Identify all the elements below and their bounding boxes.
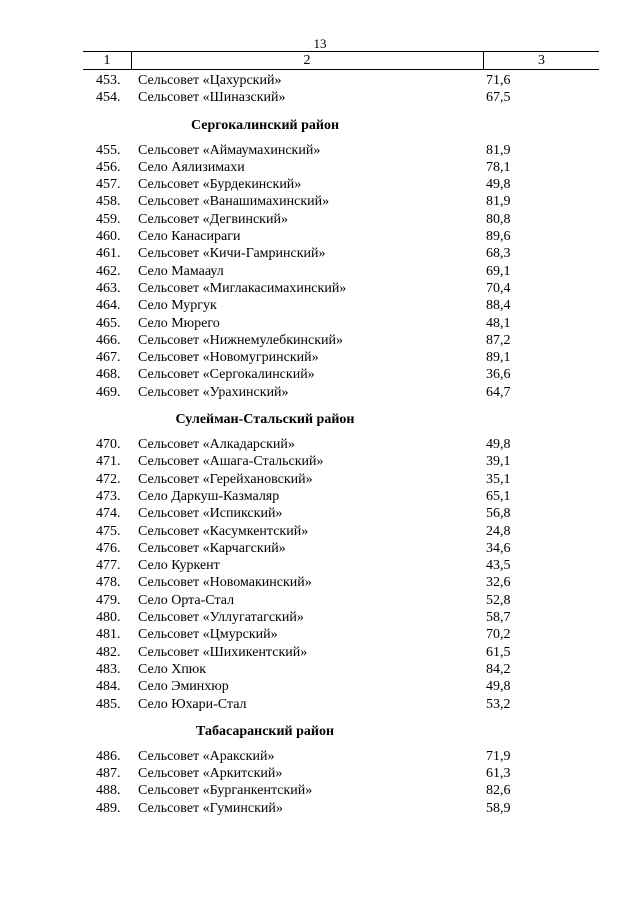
row-number: 483. [96,661,121,677]
row-number: 484. [96,679,121,695]
table-body [0,72,640,817]
table-row [0,366,640,383]
row-number: 469. [96,384,121,400]
row-number: 487. [96,766,121,782]
row-name: Сельсовет «Аркитский» [138,766,283,782]
table-row [0,384,640,401]
table-row [0,557,640,574]
table-row [0,142,640,159]
row-number: 473. [96,488,121,504]
table-row [0,800,640,817]
row-number: 470. [96,437,121,453]
row-value: 81,9 [486,194,511,210]
row-name: Сельсовет «Герейхановский» [138,471,313,487]
row-name: Сельсовет «Испикский» [138,506,283,522]
row-value: 56,8 [486,506,511,522]
table-row [0,211,640,228]
district-heading [0,722,640,742]
row-value: 24,8 [486,523,511,539]
table-row [0,245,640,262]
row-number: 485. [96,696,121,712]
row-value: 58,9 [486,800,511,816]
table-row [0,505,640,522]
row-value: 89,6 [486,229,511,245]
row-name: Сельсовет «Аракский» [138,748,275,764]
row-name: Село Мургук [138,298,217,314]
table-row [0,297,640,314]
row-number: 467. [96,350,121,366]
row-value: 49,8 [486,437,511,453]
row-value: 32,6 [486,575,511,591]
table-row [0,471,640,488]
row-number: 462. [96,263,121,279]
table-row [0,159,640,176]
row-value: 81,9 [486,142,511,158]
column-header-2: 2 [131,52,484,69]
row-number: 489. [96,800,121,816]
row-number: 482. [96,644,121,660]
row-name: Село Орта-Стал [138,592,235,608]
row-name: Сельсовет «Карчагский» [138,540,286,556]
row-number: 488. [96,783,121,799]
page-number: 13 [313,36,327,51]
row-value: 71,6 [486,73,511,88]
row-value: 69,1 [486,263,511,279]
row-value: 89,1 [486,350,511,366]
district-heading-text: Сергокалинский район [190,117,340,133]
row-name: Село Эминхюр [138,679,229,695]
table-row [0,280,640,297]
table-row [0,315,640,332]
district-heading [0,410,640,430]
row-name: Сельсовет «Цмурский» [138,627,278,643]
row-number: 464. [96,298,121,314]
row-name: Сельсовет «Ашага-Стальский» [138,454,324,470]
row-number: 481. [96,627,121,643]
row-number: 475. [96,523,121,539]
row-value: 80,8 [486,211,511,227]
row-name: Сельсовет «Бурдекинский» [138,177,302,193]
row-number: 458. [96,194,121,210]
row-name: Сельсовет «Гуминский» [138,800,283,816]
row-name: Сельсовет «Цахурский» [138,73,282,88]
column-header-1: 1 [83,52,132,69]
table-row [0,228,640,245]
row-name: Сельсовет «Аймаумахинский» [138,142,321,158]
row-number: 478. [96,575,121,591]
row-value: 49,8 [486,679,511,695]
row-number: 474. [96,506,121,522]
row-name: Село Хпюк [138,661,207,677]
row-name: Сельсовет «Касумкентский» [138,523,309,539]
table-row [0,574,640,591]
table-row [0,72,640,89]
row-name: Сельсовет «Ванашимахинский» [138,194,330,210]
table-row [0,453,640,470]
row-number: 457. [96,177,121,193]
table-row [0,696,640,713]
row-value: 70,4 [486,280,511,296]
row-number: 453. [96,73,121,88]
row-name: Село Аялизимахи [138,159,245,175]
table-header-row [83,51,599,70]
row-value: 61,5 [486,644,511,660]
table-row [0,349,640,366]
table-row [0,488,640,505]
row-name: Сельсовет «Новомакинский» [138,575,312,591]
row-name: Село Даркуш-Казмаляр [138,488,280,504]
district-heading-text: Сулейман-Стальский район [175,412,355,428]
table-row [0,176,640,193]
row-value: 52,8 [486,592,511,608]
row-number: 471. [96,454,121,470]
row-name: Село Канасираги [138,229,241,245]
row-value: 82,6 [486,783,511,799]
row-name: Сельсовет «Уллугатагский» [138,610,304,626]
row-value: 35,1 [486,471,511,487]
table-row [0,765,640,782]
row-value: 39,1 [486,454,511,470]
row-number: 459. [96,211,121,227]
row-value: 87,2 [486,332,511,348]
row-name: Сельсовет «Сергокалинский» [138,367,315,383]
table-row [0,661,640,678]
table-row [0,263,640,280]
row-value: 48,1 [486,315,511,331]
row-number: 472. [96,471,121,487]
row-name: Село Куркент [138,558,220,574]
row-number: 454. [96,90,121,106]
row-value: 58,7 [486,610,511,626]
table-row [0,436,640,453]
row-name: Сельсовет «Алкадарский» [138,437,295,453]
district-heading [0,116,640,136]
row-name: Село Юхари-Стал [138,696,247,712]
row-value: 64,7 [486,384,511,400]
row-number: 455. [96,142,121,158]
table-row [0,193,640,210]
row-name: Сельсовет «Кичи-Гамринский» [138,246,326,262]
row-name: Сельсовет «Шиназский» [138,90,286,106]
row-value: 53,2 [486,696,511,712]
table-row [0,782,640,799]
table-row [0,89,640,106]
row-number: 480. [96,610,121,626]
row-value: 61,3 [486,766,511,782]
row-value: 78,1 [486,159,511,175]
table-row [0,644,640,661]
table-row [0,592,640,609]
row-number: 460. [96,229,121,245]
table-row [0,609,640,626]
row-number: 466. [96,332,121,348]
row-number: 479. [96,592,121,608]
row-value: 36,6 [486,367,511,383]
row-name: Сельсовет «Шихикентский» [138,644,308,660]
table-row [0,626,640,643]
table-row [0,748,640,765]
row-value: 84,2 [486,661,511,677]
table-row [0,678,640,695]
row-number: 465. [96,315,121,331]
row-name: Сельсовет «Дегвинский» [138,211,288,227]
row-number: 456. [96,159,121,175]
row-number: 461. [96,246,121,262]
table-row [0,332,640,349]
row-value: 71,9 [486,748,511,764]
row-value: 65,1 [486,488,511,504]
row-value: 34,6 [486,540,511,556]
row-name: Сельсовет «Урахинский» [138,384,289,400]
row-name: Сельсовет «Миглакасимахинский» [138,280,347,296]
row-value: 70,2 [486,627,511,643]
row-number: 468. [96,367,121,383]
district-heading-text: Табасаранский район [195,723,335,739]
row-number: 463. [96,280,121,296]
row-number: 476. [96,540,121,556]
row-name: Село Мюрего [138,315,220,331]
row-value: 67,5 [486,90,511,106]
row-value: 43,5 [486,558,511,574]
row-number: 486. [96,748,121,764]
row-number: 477. [96,558,121,574]
row-name: Сельсовет «Нижнемулебкинский» [138,332,344,348]
row-name: Село Мамааул [138,263,224,279]
row-name: Сельсовет «Бурганкентский» [138,783,313,799]
table-row [0,523,640,540]
row-value: 88,4 [486,298,511,314]
row-name: Сельсовет «Новомугринский» [138,350,319,366]
row-value: 49,8 [486,177,511,193]
row-value: 68,3 [486,246,511,262]
table-row [0,540,640,557]
column-header-3: 3 [538,53,545,68]
